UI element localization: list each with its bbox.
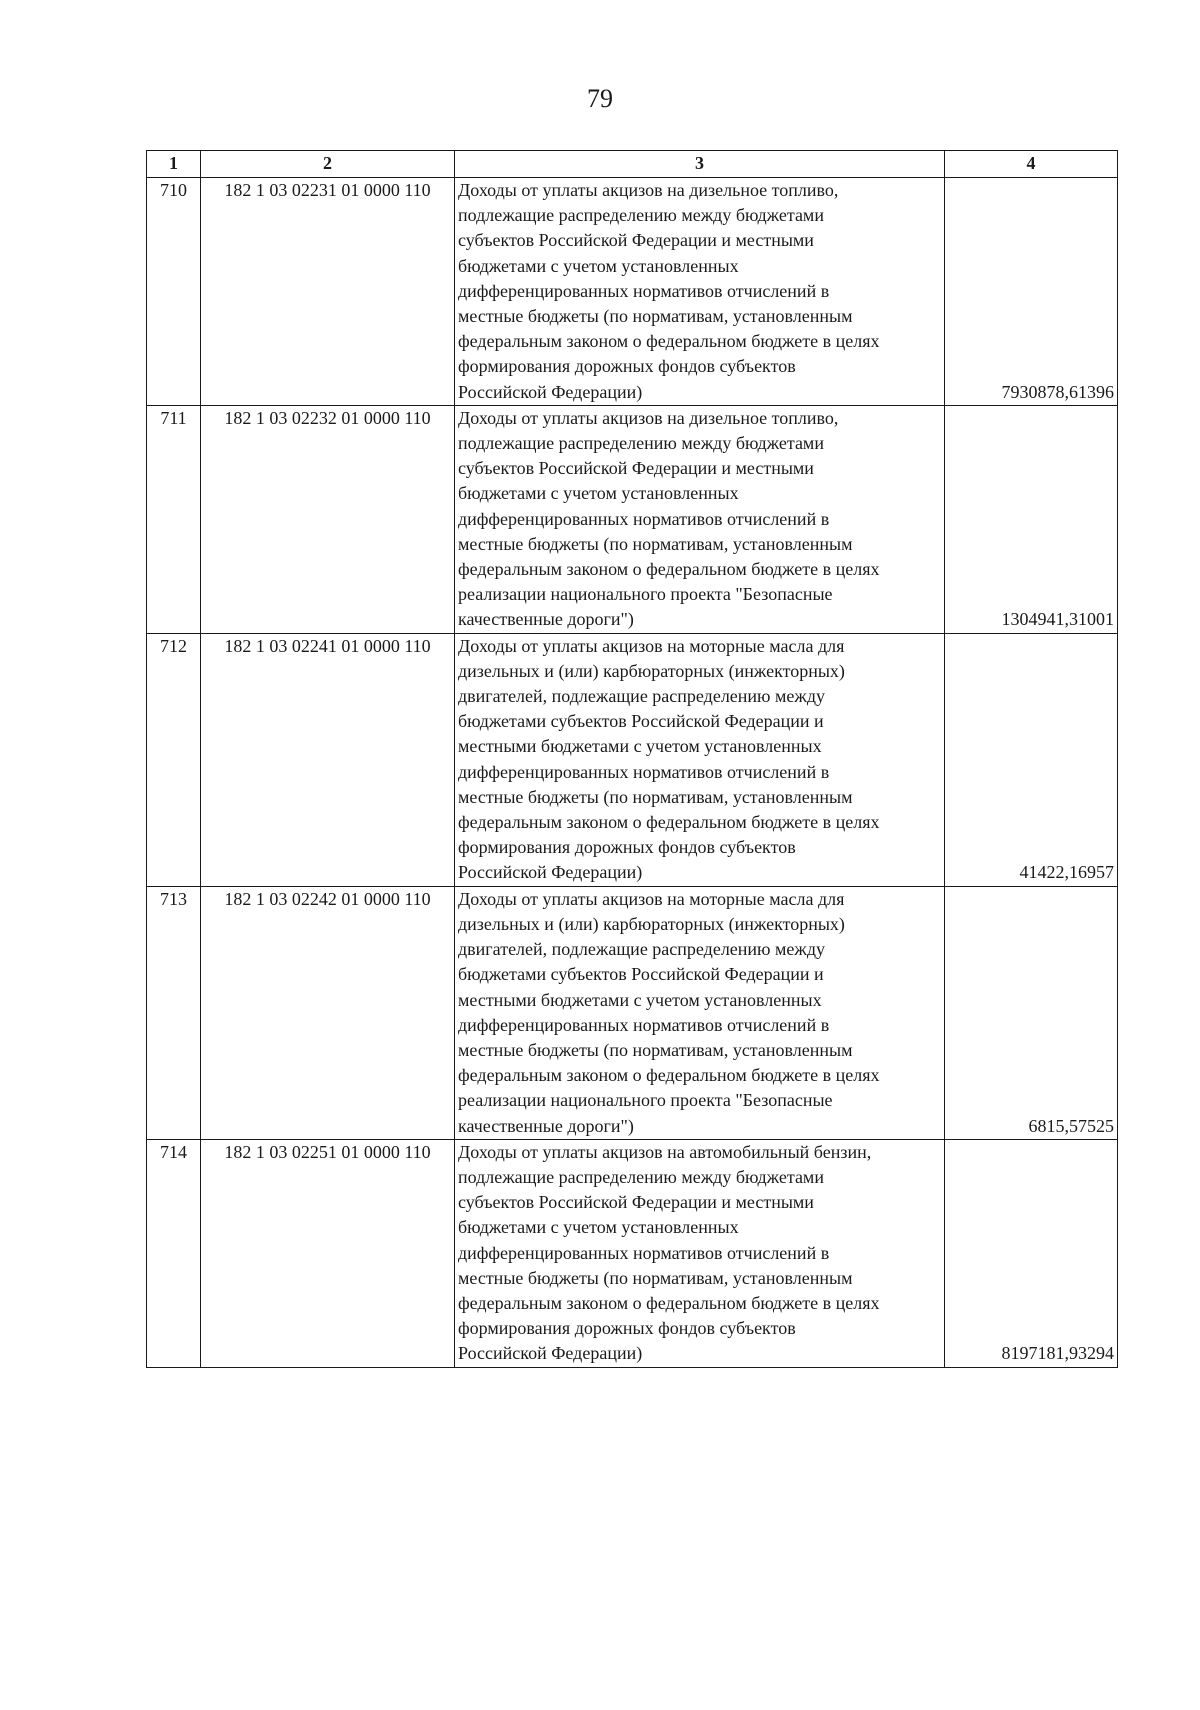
budget-classification-code: 182 1 03 02251 01 0000 110 bbox=[201, 1139, 455, 1367]
budget-classification-code: 182 1 03 02242 01 0000 110 bbox=[201, 886, 455, 1139]
revenue-description: Доходы от уплаты акцизов на моторные масла для дизельных и (или) карбюраторных (инжекторных) двигателей, подлежащие распределению между бюджетами субъектов Российской Федерации и местными бюджетами с учетом установленных дифференцированных нормативов отчислений в местные бюджеты (по нормативам, установленным федеральным законом о федеральном бюджете в целях формирования дорожных фондов субъектов Российской Федерации) bbox=[455, 633, 945, 886]
table-row bbox=[147, 1139, 1118, 1367]
revenue-amount: 7930878,61396 bbox=[945, 178, 1118, 406]
row-number: 714 bbox=[147, 1139, 201, 1367]
row-number: 711 bbox=[147, 405, 201, 633]
revenue-amount: 6815,57525 bbox=[945, 886, 1118, 1139]
column-header-code: 2 bbox=[201, 151, 455, 178]
table-header-row bbox=[147, 151, 1118, 178]
revenue-description: Доходы от уплаты акцизов на моторные масла для дизельных и (или) карбюраторных (инжекторных) двигателей, подлежащие распределению между бюджетами субъектов Российской Федерации и местными бюджетами с учетом установленных дифференцированных нормативов отчислений в местные бюджеты (по нормативам, установленным федеральным законом о федеральном бюджете в целях реализации национального проекта "Безопасные качественные дороги") bbox=[455, 886, 945, 1139]
budget-revenue-table bbox=[146, 150, 1118, 1368]
row-number: 710 bbox=[147, 178, 201, 406]
revenue-description: Доходы от уплаты акцизов на дизельное топливо, подлежащие распределению между бюджетами субъектов Российской Федерации и местными бюджетами с учетом установленных дифференцированных нормативов отчислений в местные бюджеты (по нормативам, установленным федеральным законом о федеральном бюджете в целях реализации национального проекта "Безопасные качественные дороги") bbox=[455, 405, 945, 633]
page-number: 79 bbox=[587, 84, 613, 113]
budget-classification-code: 182 1 03 02232 01 0000 110 bbox=[201, 405, 455, 633]
revenue-amount: 41422,16957 bbox=[945, 633, 1118, 886]
column-header-number: 1 bbox=[147, 151, 201, 178]
column-header-description: 3 bbox=[455, 151, 945, 178]
budget-classification-code: 182 1 03 02231 01 0000 110 bbox=[201, 178, 455, 406]
row-number: 712 bbox=[147, 633, 201, 886]
table-row bbox=[147, 178, 1118, 406]
table-row bbox=[147, 886, 1118, 1139]
table-row bbox=[147, 633, 1118, 886]
column-header-amount: 4 bbox=[945, 151, 1118, 178]
row-number: 713 bbox=[147, 886, 201, 1139]
revenue-amount: 1304941,31001 bbox=[945, 405, 1118, 633]
revenue-description: Доходы от уплаты акцизов на дизельное топливо, подлежащие распределению между бюджетами субъектов Российской Федерации и местными бюджетами с учетом установленных дифференцированных нормативов отчислений в местные бюджеты (по нормативам, установленным федеральным законом о федеральном бюджете в целях формирования дорожных фондов субъектов Российской Федерации) bbox=[455, 178, 945, 406]
table-row bbox=[147, 405, 1118, 633]
budget-classification-code: 182 1 03 02241 01 0000 110 bbox=[201, 633, 455, 886]
revenue-description: Доходы от уплаты акцизов на автомобильный бензин, подлежащие распределению между бюджетами субъектов Российской Федерации и местными бюджетами с учетом установленных дифференцированных нормативов отчислений в местные бюджеты (по нормативам, установленным федеральным законом о федеральном бюджете в целях формирования дорожных фондов субъектов Российской Федерации) bbox=[455, 1139, 945, 1367]
revenue-amount: 8197181,93294 bbox=[945, 1139, 1118, 1367]
